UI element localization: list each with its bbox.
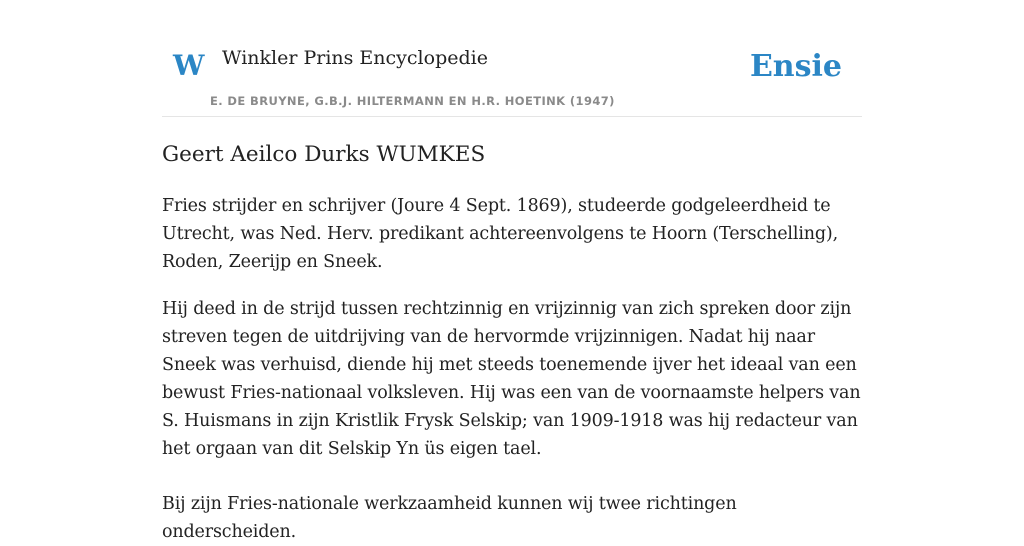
article-paragraph-2: Hij deed in de strijd tussen rechtzinnig en vrijzinnig van zich spreken door zijn streven tegen de uitdrijving van de hervormde vrijzinnigen. Nadat hij naar Sneek was verhuisd, diende hij met steeds toenemende ijver het ideaal van een bewust Fries-nationaal volksleven. Hij was een van de voornaamste helpers van S. Huismans in zijn Kristlik Frysk Selskip; van 1909-1918 was hij redacteur van het orgaan van dit Selskip Yn üs eigen tael. [162, 299, 861, 459]
authors-line: E. DE BRUYNE, G.B.J. HILTERMANN EN H.R. HOETINK (1947) [210, 94, 615, 108]
article-title: Geert Aeilco Durks WUMKES [162, 142, 486, 167]
article [162, 138, 862, 546]
site-title[interactable]: Winkler Prins Encyclopedie [222, 47, 488, 69]
site-header [162, 0, 862, 117]
article-paragraph-3: Bij zijn Fries-nationale werkzaamheid kunnen wij twee richtingen onderscheiden. [162, 494, 737, 542]
winkler-prins-logo-icon[interactable]: W [173, 49, 205, 82]
article-paragraph-1: Fries strijder en schrijver (Joure 4 Sept. 1869), studeerde godgeleerdheid te Utrecht, was Ned. Herv. predikant achtereenvolgens te Hoorn (Terschelling), Roden, Zeerijp en Sneek. [162, 196, 839, 272]
ensie-logo[interactable]: Ensie [749, 49, 842, 84]
